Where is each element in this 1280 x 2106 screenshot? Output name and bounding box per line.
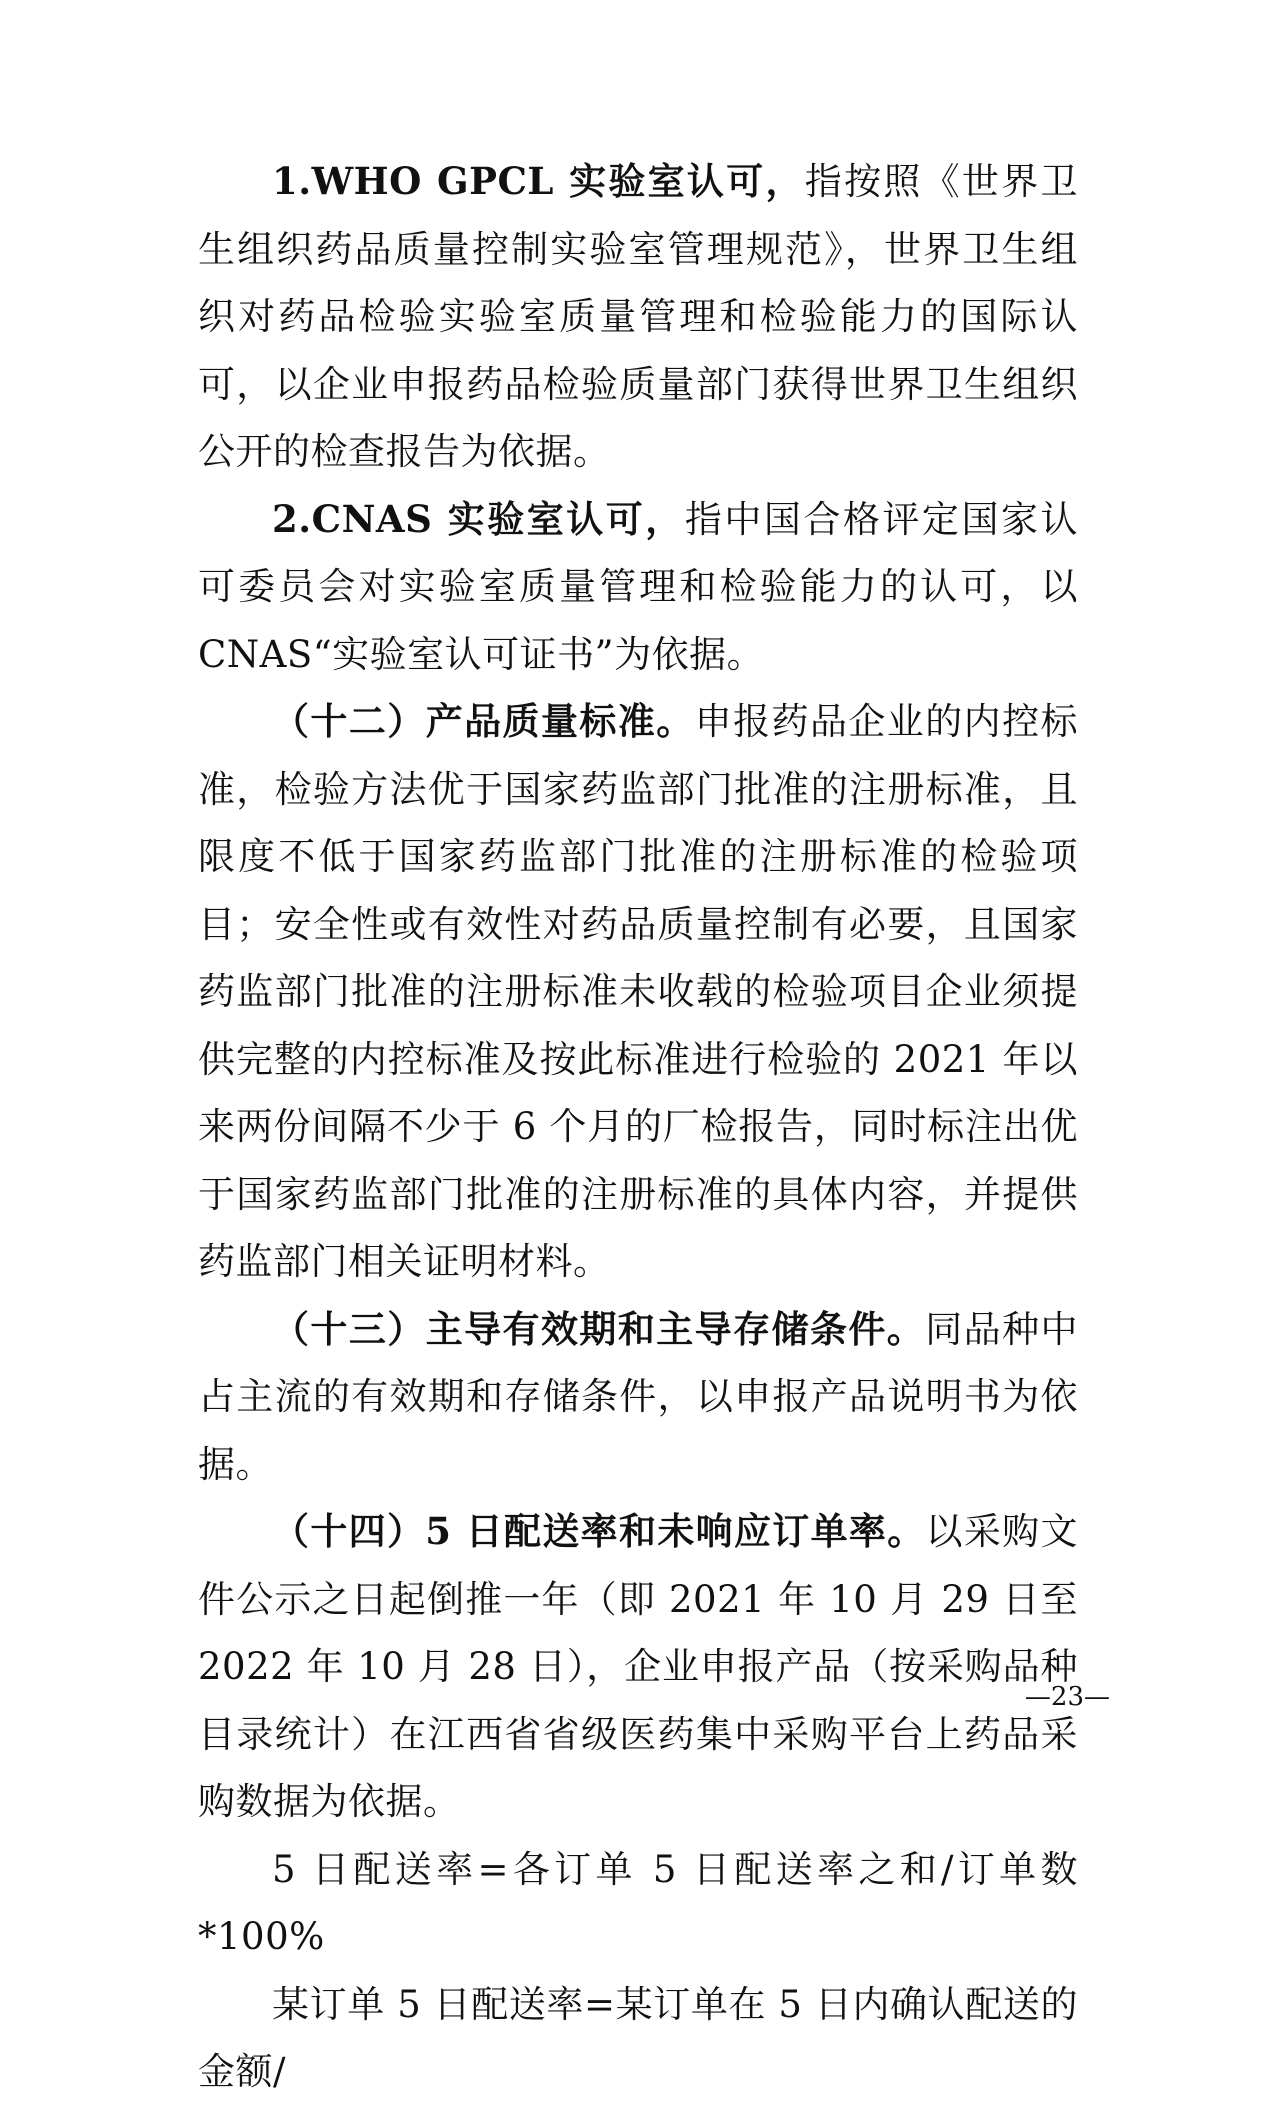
section-heading: （十二）产品质量标准。 — [272, 699, 695, 743]
formula-order-delivery-rate — [198, 1971, 1078, 2106]
paragraph-validity-storage — [198, 1296, 1078, 1499]
paragraph-who-gpcl — [198, 148, 1078, 486]
formula-delivery-rate — [198, 1836, 1078, 1971]
paragraph-text: 指按照《世界卫生组织药品质量控制实验室管理规范》，世界卫生组织对药品检验实验室质量管理和检验能力的国际认可，以企业申报药品检验质量部门获得世界卫生组织公开的检查报告为依据。 — [198, 160, 1079, 473]
paragraph-cnas — [198, 486, 1078, 689]
paragraph-text: 指中国合格评定国家认可委员会对实验室质量管理和检验能力的认可，以 CNAS“实验室认可证书”为依据。 — [198, 497, 1078, 676]
paragraph-delivery-rate — [198, 1498, 1078, 1836]
paragraph-quality-standard — [198, 688, 1078, 1296]
paragraph-text: 同品种中占主流的有效期和存储条件，以申报产品说明书为依据。 — [198, 1307, 1079, 1486]
document-body — [198, 148, 1078, 2106]
formula-text: 5 日配送率=各订单 5 日配送率之和/订单数*100% — [198, 1847, 1078, 1958]
section-heading: （十三）主导有效期和主导存储条件。 — [272, 1306, 926, 1351]
page-number: —23— — [1024, 1682, 1110, 1712]
paragraph-lead: 2.CNAS 实验室认可， — [272, 496, 685, 541]
section-heading: （十四）5 日配送率和未响应订单率。 — [272, 1509, 926, 1553]
formula-text: 某订单 5 日配送率=某订单在 5 日内确认配送的金额/ — [198, 1982, 1078, 2093]
paragraph-lead: 1.WHO GPCL 实验室认可， — [272, 159, 805, 203]
paragraph-text: 以采购文件公示之日起倒推一年（即 2021 年 10 月 29 日至 2022 年 10 月 28 日），企业申报产品（按采购品种目录统计）在江西省省级医药集中采购平台上药品采购数据为依据。 — [198, 1510, 1079, 1823]
paragraph-text: 申报药品企业的内控标准，检验方法优于国家药监部门批准的注册标准，且限度不低于国家药监部门批准的注册标准的检验项目；安全性或有效性对药品质量控制有必要，且国家药监部门批准的注册标准未收载的检验项目企业须提供完整的内控标准及按此标准进行检验的 2021 年以来两份间隔不少于 6 个月的厂检报告，同时标注出优于国家药监部门批准的注册标准的具体内容，并提供药监部门相关证明材料。 — [198, 700, 1079, 1283]
